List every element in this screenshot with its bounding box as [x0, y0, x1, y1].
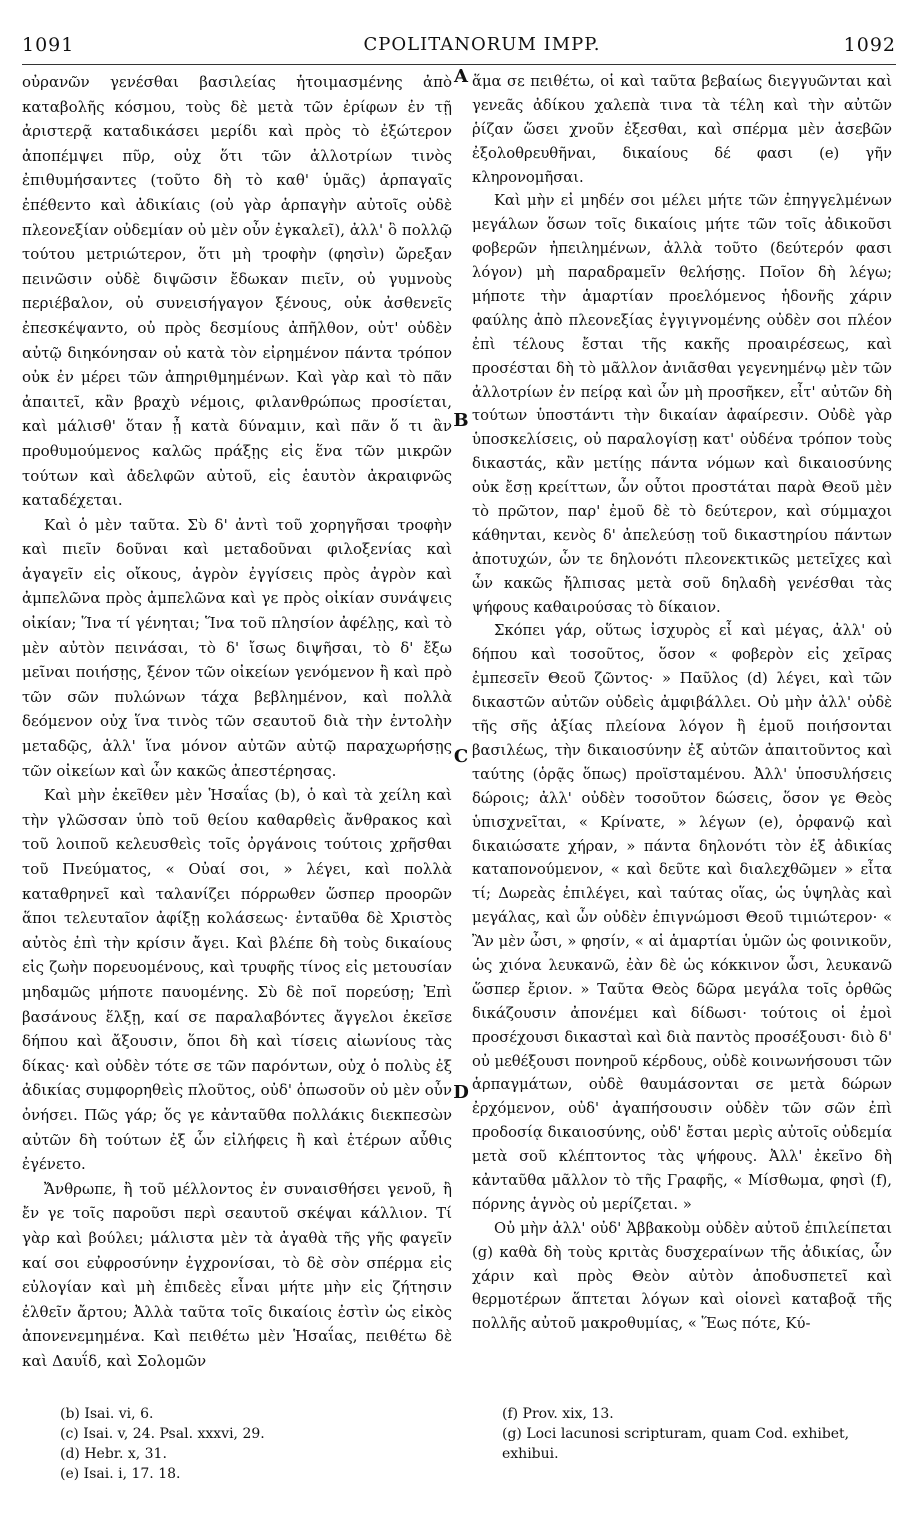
margin-marker-d: D: [453, 1082, 469, 1103]
margin-marker-b: B: [453, 410, 469, 431]
page-number-right: 1092: [843, 34, 896, 56]
paragraph: ἅμα σε πειθέτω, οἱ καὶ ταῦτα βεβαίως διεγγυῶνται καὶ γενεᾶς ἀδίκου χαλεπὰ τινα τὰ τέλη καὶ τὴν αὐτῶν ῥίζαν ὥσει χνοῦν ἐξεσθαι, καὶ σπέρμα μὲν ἀσεβῶν ἐξολοθρευθῆναι, δικαίους δέ φασι (e) γῆν κληρονομῆσαι.: [472, 73, 892, 186]
footnote: (d) Hebr. x, 31.: [60, 1446, 167, 1462]
footnotes-left: [60, 1404, 450, 1484]
header-rule: [22, 64, 896, 65]
page-number-left: 1091: [22, 34, 75, 56]
footnote: (g) Loci lacunosi scripturam, quam Cod. exhibet, exhibui.: [502, 1426, 850, 1462]
paragraph: Ἄνθρωπε, ἢ τοῦ μέλλοντος ἐν συναισθήσει γενοῦ, ἢ ἔν γε τοῖς παροῦσι περὶ σεαυτοῦ σκέψαι κάλλιον. Τί γὰρ καὶ βούλει; μάλιστα μὲν τὰ ἀγαθὰ τῆς γῆς φαγεῖν καί σοι εὐφροσύνην ἐγχρονίσαι, τὸ δὲ σὸν σπέρμα εἰς εὐλογίαν καὶ μὴ ἐπιδεὲς εἶναι μήτε μὴν εἰς ζήτησιν ἐλθεῖν ἄρτου; Ἀλλὰ ταῦτα τοῖς δικαίοις ἐστὶν ὡς εἰκὸς ἀπονενεμημένα. Καὶ πειθέτω μὲν Ἡσαΐας, πειθέτω δὲ καὶ Δαυΐδ, καὶ Σολομῶν: [22, 1179, 452, 1370]
page-header: [22, 34, 896, 64]
paragraph: Σκόπει γάρ, οὕτως ἰσχυρὸς εἶ καὶ μέγας, ἀλλ' οὐ δήπου καὶ τοσοῦτος, ὅσον « φοβερὸν εἰς χεῖρας ἐμπεσεῖν Θεοῦ ζῶντος· » Παῦλος (d) λέγει, καὶ τῶν δικαστῶν αὐτῶν οὐδεὶς ἀμφιβάλλει. Οὐ μὴν ἀλλ' οὐδὲ τῆς σῆς ἀξίας πλείονα λόγον ἢ ἐμοῦ ποιήσονται βασιλέως, τὴν δικαιοσύνην ἐξ αὐτῶν ἀπαιτοῦντος καὶ ταύτης (ὁρᾷς ὅπως) προϊσταμένου. Ἀλλ' ὑποσυλήσεις δώροις; ἀλλ' οὐδὲν τοσοῦτον δώσεις, ὅσον γε Θεὸς ὑπισχνεῖται, « Κρίνατε, » λέγων (e), ὀρφανῷ καὶ δικαιώσατε χήραν, » πάντα δηλονότι τὸν ἐξ ἀδικίας καταπονούμενον, « καὶ δεῦτε καὶ διαλεχθῶμεν » εἶτα τί; Δωρεὰς ἐπιλέγει, καὶ ταύτας οἵας, ὡς ὑψηλὰς καὶ μεγάλας, καὶ ὧν οὐδὲν ἐπιγνώμοσι Θεοῦ τιμιώτερον· « Ἂν μὲν ὦσι, » φησίν, « αἱ ἁμαρτίαι ὑμῶν ὡς φοινικοῦν, ὡς χιόνα λευκανῶ, ἐὰν δὲ ὡς κόκκινον ὦσι, λευκανῶ ὥσπερ ἔριον. » Ταῦτα Θεὸς δῶρα μεγάλα τοῖς ὀρθῶς δικάζουσιν ἀπονέμει καὶ δίδωσι· τούτοις οἱ ἐμοὶ προσέχουσι δικασταὶ καὶ διὰ παντὸς προσέξουσι· διὸ δ' οὐ μεθέξουσι πονηροῦ κέρδους, οὐδὲ κοινωνήσουσι τῶν ἁρπαγμάτων, οὐδὲ θαυμάσονται σε μετὰ δώρων ἐρχόμενον, οὐδ' ἀγαπήσουσιν οὐδὲν τῶν σῶν ἐπὶ προδοσίᾳ δικαιοσύνης, οὐδ' ἔσται μερὶς αὐτοῖς οὐδεμία μετὰ σοῦ κλέπτοντος τὰς ψήφους. Ἀλλ' ἐκεῖνο δὴ κἀνταῦθα μᾶλλον τὸ τῆς Γραφῆς, « Μίσθωμα, φησὶ (f), πόρνης ἁγνὸς οὐ μερίζεται. »: [472, 622, 892, 1213]
paragraph: Καὶ μὴν εἰ μηδέν σοι μέλει μήτε τῶν ἐπηγγελμένων μεγάλων ὅσων τοῖς δικαίοις μήτε τῶν τοῖς ἀδικοῦσι φοβερῶν ἠπειλημένων, ἀλλὰ τοῦτο (δεύτερόν φασι λόγον) μὴ παραδραμεῖν θελήσῃς. Ποῖον δὴ λέγω; μήποτε τὴν ἁμαρτίαν προελόμενος ἡδονῆς χάριν φαύλης ἀπὸ πλεονεξίας ἐγγιγνομένης οὐδὲν σοι πλέον ἐπὶ τέλους ἔσται τῆς κακῆς προαιρέσεως, καὶ προσέσται δὴ τὸ μᾶλλον ἀνιᾶσθαι γεγενημένῳ μὲν τῶν ἀλλοτρίων ἐν πείρᾳ καὶ ὧν μὴ προσῆκεν, εἶτ' αὐτῶν δὴ τούτων ὑποστάντι τὴν δικαίαν ἀφαίρεσιν. Οὐδὲ γὰρ ὑποσκελίσεις, οὐ παραλογίσῃ κατ' οὐδένα τρόπον τοὺς δικαστάς, κἂν μετίῃς πάντα νόμων καὶ δικαιοσύνης οὐκ ἔσῃ κρείττων, ὧν οὗτοι προστάται παρὰ Θεοῦ μὲν τὸ πρῶτον, παρ' ἐμοῦ δὲ τὸ δεύτερον, καὶ σύμμαχοι κάθηνται, κενὸς δ' ἀπελεύσῃ τοῦ δικαστηρίου πάντων ἀποτυχών, ὧν τε δηλονότι πλεονεκτικῶς μετεῖχες καὶ ὧν κακῶς ἤλπισας μετὰ σοῦ δηλαδὴ γενέσθαι τὰς ψήφους καθαιρούσας τὸ δίκαιον.: [472, 192, 892, 616]
footnote: (f) Prov. xix, 13.: [502, 1406, 614, 1422]
footnotes-right: [502, 1404, 892, 1464]
footnote: (c) Isai. v, 24. Psal. xxxvi, 29.: [60, 1426, 265, 1442]
margin-marker-a: A: [454, 66, 468, 87]
paragraph: Οὐ μὴν ἀλλ' οὐδ' Ἀββακοὺμ οὐδὲν αὐτοῦ ἐπιλείπεται (g) καθὰ δὴ τοὺς κριτὰς δυσχεραίνων τῆς ἀδικίας, ὧν χάριν καὶ πρὸς Θεὸν αὐτὸν ἀποδυσπετεῖ καὶ θερμοτέρων ἅπτεται λόγων καὶ οἱονεὶ καταβοᾷ τῆς πολλῆς αὐτοῦ μακροθυμίας, « Ἕως πότε, Κύ-: [472, 1219, 892, 1333]
margin-marker-c: C: [453, 746, 469, 767]
left-column: [22, 70, 452, 1373]
footnote: (e) Isai. i, 17. 18.: [60, 1466, 181, 1482]
running-head: CPOLITANORUM IMPP.: [363, 34, 601, 55]
paragraph: Καὶ μὴν ἐκεῖθεν μὲν Ἡσαΐας (b), ὁ καὶ τὰ χείλη καὶ τὴν γλῶσσαν ὑπὸ τοῦ θείου καθαρθεὶς ἄνθρακος καὶ τοῦ λοιποῦ κελευσθεὶς τοῖς ὀργάνοις τούτοις χρῆσθαι τοῦ Πνεύματος, « Οὐαί σοι, » λέγει, καὶ πολλὰ καταθρηνεῖ καὶ ταλανίζει πόρρωθεν ὥσπερ προορῶν ἅποι τελευταῖον ἀφίξῃ κολάσεως· ἐνταῦθα δὲ Χριστὸς αὐτὸς ἐπὶ τὴν κρίσιν ἄγει. Καὶ βλέπε δὴ τοὺς δικαίους εἰς ζωὴν πορευομένους, καὶ τρυφῆς τίνος εἰς μετουσίαν μηδαμῶς μήποτε παυομένης. Σὺ δὲ ποῖ πορεύσῃ; Ἐπὶ βασάνους ἕλξῃ, καί σε παραλαβόντες ἄγγελοι ἐκεῖσε δήπου καὶ ἄξουσιν, ὅποι δὴ καὶ τίσεις αἰωνίους τὰς δίκας· καὶ οὐδὲν τότε σε τῶν παρόντων, οὐχ ὁ πολὺς ἐξ ἀδικίας συμφορηθεὶς πλοῦτος, οὐδ' ὁπωσοῦν οὐ μὲν οὖν ὀνήσει. Πῶς γάρ; ὅς γε κἀνταῦθα πολλάκις διεκπεσὼν αὐτῶν δὴ τούτων ἐξ ὧν εἰλήφεις ἢ καὶ ἑτέρων αὖθις ἐγένετο.: [22, 786, 453, 1174]
paragraph: οὐρανῶν γενέσθαι βασιλείας ἡτοιμασμένης ἀπὸ καταβολῆς κόσμου, τοὺς δὲ μετὰ τῶν ἐρίφων ἐν τῇ ἀριστερᾷ καταδικάσει μερίδι καὶ πρὸς τὸ ἐξώτερον ἀποπέμψει πῦρ, οὐχ ὅτι τῶν ἀλλοτρίων τινὸς ἐπιθυμήσαντες (τοῦτο δὴ τὸ καθ' ὑμᾶς) ἁρπαγαῖς ἐπέθεντο καὶ ἀδικίαις (οὐ γὰρ ἁρπαγὴν αὐτοῖς οὐδὲ πλεονεξίαν οὐδεμίαν οὐ μὲν οὖν ἐγκαλεῖ), ἀλλ' ὃ πολλῷ τούτου μετριώτερον, ὅτι μὴ τροφὴν (φησὶν) ὤρεξαν πεινῶσιν οὐδὲ διψῶσιν ἔδωκαν πιεῖν, οὐ γυμνοὺς περιέβαλον, οὐ συνεισήγαγον ξένους, οὐκ ἀσθενεῖς ἐπεσκέψαντο, οὐ πρὸς δεσμίους ἀπῆλθον, οὐτ' οὐδὲν αὐτῷ διηκόνησαν οὐ κατὰ τὸν εἰρημένον πάντα τρόπον οὐκ ἐν μέρει τῶν ἀπηριθμημένων. Καὶ γὰρ καὶ τὸ πᾶν ἀπαιτεῖ, κἂν βραχὺ νέμοις, φιλανθρώπως προσίεται, καὶ μάλισθ' ὅταν ᾖ κατὰ δύναμιν, καὶ πᾶν ὅ τι ἂν προθυμούμενος καλῶς πράξῃς εἰς ἕνα τῶν μικρῶν τούτων καὶ ἀδελφῶν αὐτοῦ, εἰς ἑαυτὸν ἀκραιφνῶς καταδέχεται.: [22, 73, 452, 510]
paragraph: Καὶ ὁ μὲν ταῦτα. Σὺ δ' ἀντὶ τοῦ χορηγῆσαι τροφὴν καὶ πιεῖν δοῦναι καὶ μεταδοῦναι φιλοξενίας καὶ ἀγαγεῖν εἰς οἴκους, ἀγρὸν ἐγγίσεις πρὸς ἀγρὸν καὶ ἀμπελῶνα πρὸς ἀμπελῶνα καὶ γε πρὸς οἰκίαν συνάψεις οἰκίαν; Ἵνα τί γένηται; Ἵνα τοῦ πλησίον ἀφέλῃς, καὶ τὸ μὲν αὐτὸν πεινάσαι, τὸ δ' ἴσως διψῆσαι, τὸ δ' ἔξω μεῖναι ποιήσῃς, ξένον τῶν οἰκείων γενόμενον ἢ καὶ πρὸ τῶν σῶν πυλώνων τάχα βεβλημένον, καὶ πολλὰ δεόμενον οὐχ ἵνα τινὸς τῶν σεαυτοῦ διὰ τὴν ἐντολὴν μεταδῷς, ἀλλ' ἵνα μόνον αὐτῶν αὐτῷ παραχωρήσῃς τῶν οἰκείων καὶ ὧν κακῶς ἀπεστέρησας.: [22, 515, 452, 780]
footnote: (b) Isai. vi, 6.: [60, 1406, 154, 1422]
right-column: [472, 70, 892, 1336]
